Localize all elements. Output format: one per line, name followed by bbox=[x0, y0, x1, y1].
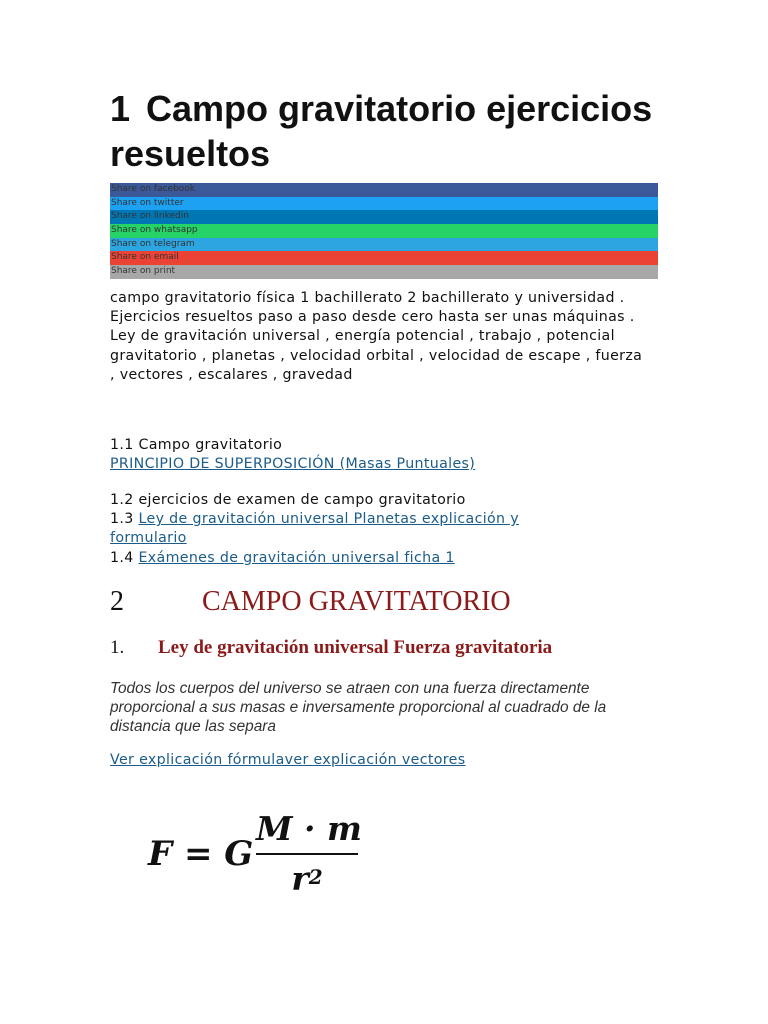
toc-block-2 bbox=[110, 491, 650, 568]
subsection-1-number: 1. bbox=[110, 637, 125, 658]
formula-exponent: 2 bbox=[308, 865, 323, 889]
share-print-button[interactable]: Share on print bbox=[110, 265, 658, 279]
share-facebook-button[interactable]: Share on facebook bbox=[110, 183, 658, 197]
title-number: 1 bbox=[110, 88, 131, 129]
section-2-title: CAMPO GRAVITATORIO bbox=[202, 586, 511, 617]
formula-denominator-base: r bbox=[291, 859, 309, 898]
explanation-link[interactable]: Ver explicación fórmulaver explicación vectores bbox=[110, 752, 466, 768]
subsection-1-title: Ley de gravitación universal Fuerza gravitatoria bbox=[158, 637, 553, 658]
share-email-button[interactable]: Share on email bbox=[110, 251, 658, 265]
toc-item-1-label: 1.1 Campo gravitatorio bbox=[110, 437, 283, 453]
toc-item-2-label: 1.2 ejercicios de examen de campo gravitatorio bbox=[110, 492, 466, 508]
formula-denominator bbox=[256, 859, 358, 899]
share-buttons bbox=[110, 183, 658, 279]
title-text: Campo gravitatorio ejercicios resueltos bbox=[110, 88, 653, 174]
toc-item-4-number: 1.4 bbox=[110, 549, 139, 566]
share-telegram-button[interactable]: Share on telegram bbox=[110, 238, 658, 252]
share-whatsapp-button[interactable]: Share on whatsapp bbox=[110, 224, 658, 238]
toc-item-3-number: 1.3 bbox=[110, 511, 139, 528]
gravitation-formula bbox=[146, 808, 376, 908]
share-linkedin-button[interactable]: Share on linkedin bbox=[110, 210, 658, 224]
subsection-1-heading bbox=[110, 636, 670, 660]
toc-item-3-link[interactable]: Ley de gravitación universal Planetas explicación y formulario bbox=[110, 511, 519, 547]
law-description: Todos los cuerpos del universo se atraen con una fuerza directamente proporcional a sus masas e inversamente proporcional al cuadrado de la distancia que las separa bbox=[110, 680, 607, 736]
share-twitter-button[interactable]: Share on twitter bbox=[110, 197, 658, 211]
section-2-number: 2 bbox=[110, 586, 124, 617]
fraction-bar bbox=[256, 853, 358, 855]
page-title bbox=[110, 86, 670, 176]
toc-item-1-link[interactable]: PRINCIPIO DE SUPERPOSICIÓN (Masas Puntuales) bbox=[110, 456, 476, 473]
intro-paragraph: campo gravitatorio física 1 bachillerato 2 bachillerato y universidad . Ejercicios resueltos paso a paso desde cero hasta ser unas máquinas . Ley de gravitación universal , energía potencial , trabajo , potencial gravitatorio , planetas , velocidad orbital , velocidad de escape , fuerza , vectores , escalares , gravedad bbox=[110, 290, 643, 383]
formula-numerator: M · m bbox=[256, 809, 362, 848]
toc-block-1 bbox=[110, 436, 650, 474]
formula-lhs: F = G bbox=[148, 834, 254, 874]
toc-item-4-link[interactable]: Exámenes de gravitación universal ficha 1 bbox=[138, 549, 455, 566]
section-2-heading bbox=[110, 585, 670, 619]
formula-fraction bbox=[256, 808, 362, 899]
